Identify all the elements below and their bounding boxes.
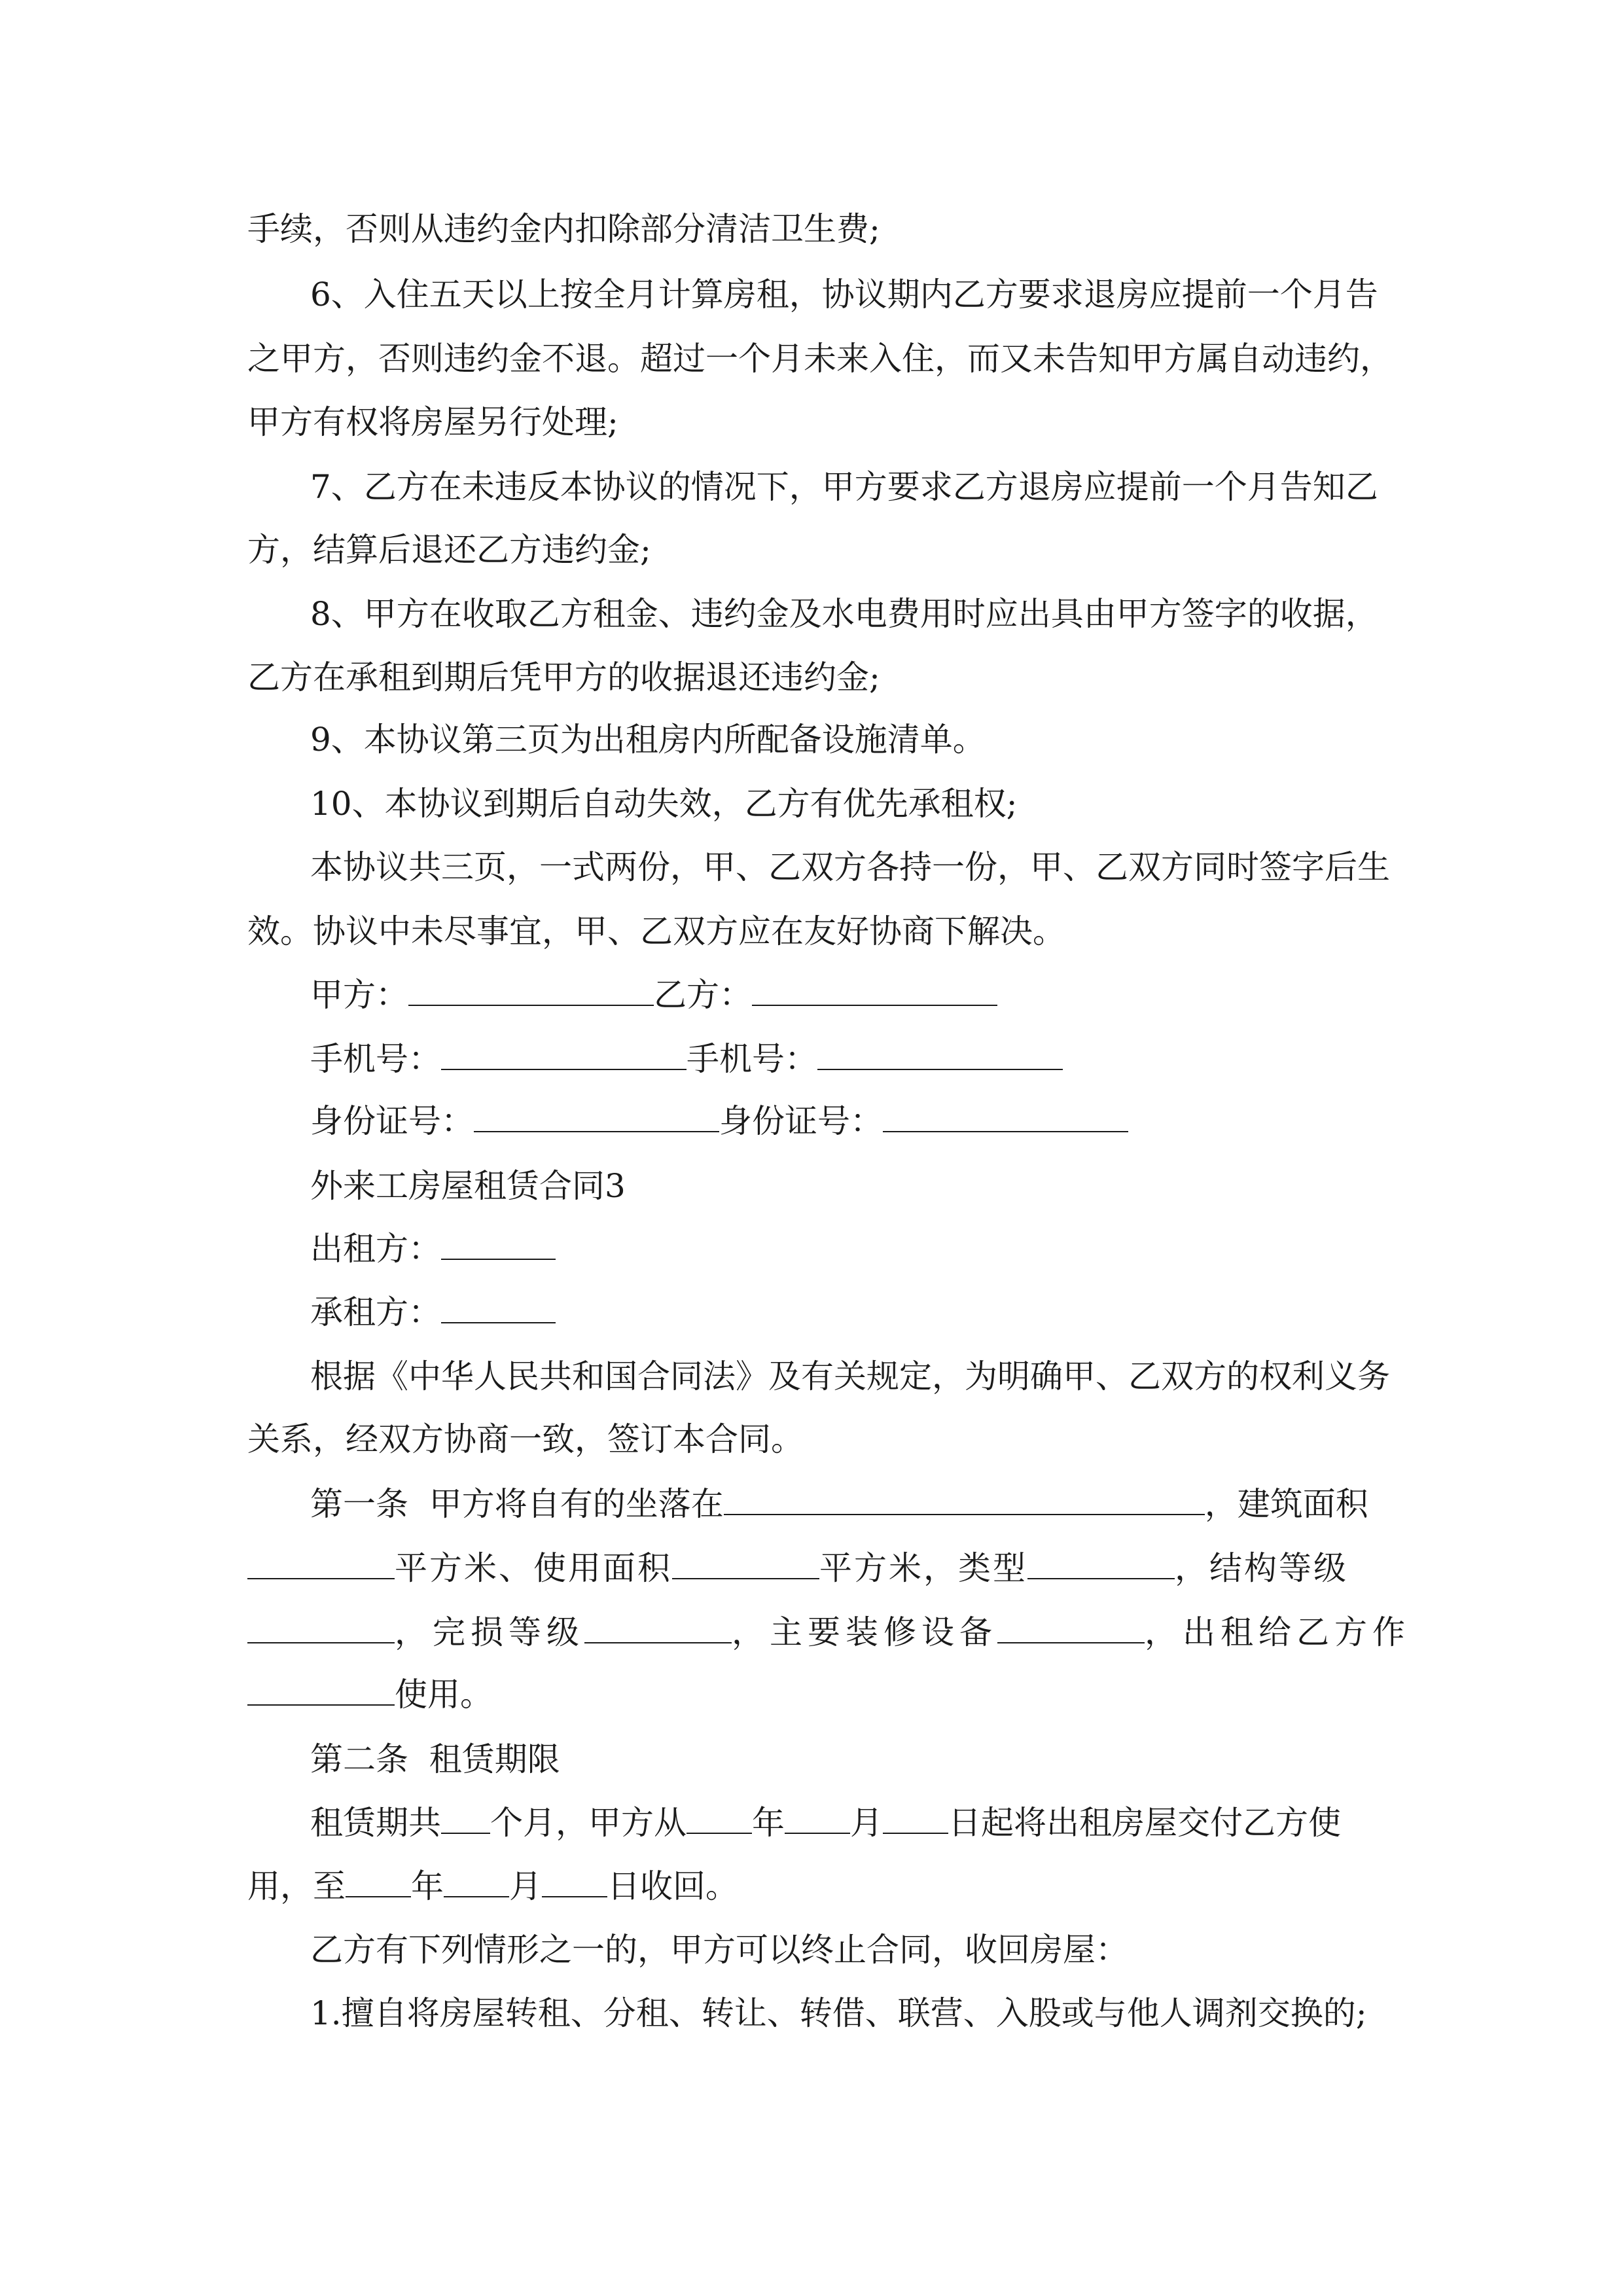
paragraph-line: 效。协议中未尽事宜，甲、乙双方应在友好协商下解决。 (247, 912, 1065, 950)
article2-text: 日起将出租房屋交付乙方使 (948, 1804, 1341, 1842)
paragraph-line: 甲方有权将房屋另行处理; (247, 403, 618, 441)
article2-text: 月 (850, 1804, 883, 1842)
id-b-blank[interactable] (883, 1105, 1128, 1132)
paragraph-line: 之甲方，否则违约金不退。超过一个月未来入住，而又未告知甲方属自动违约， (247, 340, 1393, 378)
lessee-blank[interactable] (441, 1296, 556, 1323)
paragraph-line: 手续，否则从违约金内扣除部分清洁卫生费; (247, 210, 880, 248)
article1-text: 使用。 (395, 1676, 493, 1713)
contract-title: 外来工房屋租赁合同3 (310, 1167, 626, 1205)
article2-text: 月 (509, 1867, 542, 1905)
article1-text: ，结构等级 (1175, 1549, 1348, 1587)
lessor-blank[interactable] (441, 1232, 556, 1260)
id-a-label: 身份证号： (310, 1102, 474, 1140)
phone-b-blank[interactable] (817, 1043, 1063, 1070)
paragraph-line: 关系，经双方协商一致，签订本合同。 (247, 1420, 804, 1458)
usable-area-blank[interactable] (672, 1552, 819, 1579)
end-year-blank[interactable] (346, 1870, 411, 1897)
signature-line-party (310, 976, 997, 1014)
article1-text: ，建筑面积 (1204, 1485, 1368, 1523)
start-month-blank[interactable] (785, 1806, 850, 1834)
lessor-line (310, 1230, 556, 1268)
equipment-blank[interactable] (997, 1616, 1145, 1643)
usage-blank[interactable] (247, 1678, 395, 1706)
building-area-blank[interactable] (247, 1552, 395, 1579)
article1-text: ，完损等级 (395, 1613, 584, 1651)
paragraph-line: 1.擅自将房屋转租、分租、转让、转借、联营、入股或与他人调剂交换的; (310, 1994, 1367, 2032)
lease-term-line2 (247, 1867, 738, 1905)
id-a-blank[interactable] (474, 1105, 719, 1132)
lease-term-line1 (310, 1804, 1341, 1842)
paragraph-line: 本协议共三页，一式两份，甲、乙双方各持一份，甲、乙双方同时签字后生 (310, 848, 1390, 886)
start-year-blank[interactable] (687, 1806, 752, 1834)
lessee-label: 承租方： (310, 1293, 441, 1331)
signature-line-id (310, 1102, 1128, 1140)
article1-line1 (310, 1485, 1368, 1523)
article1-line4 (247, 1678, 493, 1711)
article1-text: 平方米、使用面积 (395, 1549, 672, 1587)
party-a-label: 甲方： (310, 976, 408, 1014)
phone-b-label: 手机号： (687, 1040, 817, 1078)
paragraph-line: 7、乙方在未违反本协议的情况下，甲方要求乙方退房应提前一个月告知乙 (310, 468, 1378, 506)
end-month-blank[interactable] (444, 1870, 509, 1897)
article2-text: 租赁期共 (310, 1804, 441, 1842)
condition-grade-blank[interactable] (584, 1616, 732, 1643)
article2-heading: 第二条 租赁期限 (310, 1740, 560, 1778)
paragraph-line: 9、本协议第三页为出租房内所配备设施清单。 (310, 721, 986, 759)
article2-text: 年 (411, 1867, 444, 1905)
paragraph-line: 根据《中华人民共和国合同法》及有关规定，为明确甲、乙双方的权利义务 (310, 1357, 1390, 1395)
lessee-line (310, 1293, 556, 1331)
article1-text: 平方米，类型 (819, 1549, 1027, 1587)
article2-text: 用，至 (247, 1867, 346, 1905)
signature-line-phone (310, 1040, 1063, 1078)
type-blank[interactable] (1027, 1552, 1175, 1579)
end-day-blank[interactable] (542, 1870, 607, 1897)
paragraph-line: 乙方在承租到期后凭甲方的收据退还违约金; (247, 658, 880, 696)
article2-text: 日收回。 (607, 1867, 738, 1905)
article2-text: 年 (752, 1804, 785, 1842)
structure-grade-blank[interactable] (247, 1616, 395, 1643)
party-b-label: 乙方： (654, 976, 752, 1014)
article1-text: ，出租给乙方作 (1145, 1613, 1410, 1651)
paragraph-line: 乙方有下列情形之一的，甲方可以终止合同，收回房屋： (310, 1931, 1128, 1969)
article1-line3 (247, 1613, 1410, 1651)
paragraph-line: 10、本协议到期后自动失效，乙方有优先承租权; (310, 785, 1018, 823)
article2-text: 个月，甲方从 (490, 1804, 687, 1842)
lessor-label: 出租方： (310, 1230, 441, 1268)
party-a-blank[interactable] (408, 978, 654, 1006)
start-day-blank[interactable] (883, 1806, 948, 1834)
months-blank[interactable] (441, 1806, 490, 1834)
paragraph-line: 8、甲方在收取乙方租金、违约金及水电费用时应出具由甲方签字的收据， (310, 595, 1378, 633)
paragraph-line: 方，结算后退还乙方违约金; (247, 531, 651, 569)
phone-a-label: 手机号： (310, 1040, 441, 1078)
article1-text: ，主要装修设备 (732, 1613, 997, 1651)
id-b-label: 身份证号： (719, 1102, 883, 1140)
article1-line2 (247, 1549, 1348, 1587)
location-blank[interactable] (724, 1488, 1205, 1515)
party-b-blank[interactable] (752, 978, 997, 1006)
paragraph-line: 6、入住五天以上按全月计算房租，协议期内乙方要求退房应提前一个月告 (310, 276, 1378, 314)
phone-a-blank[interactable] (441, 1043, 687, 1070)
article1-text: 第一条 甲方将自有的坐落在 (310, 1485, 724, 1523)
